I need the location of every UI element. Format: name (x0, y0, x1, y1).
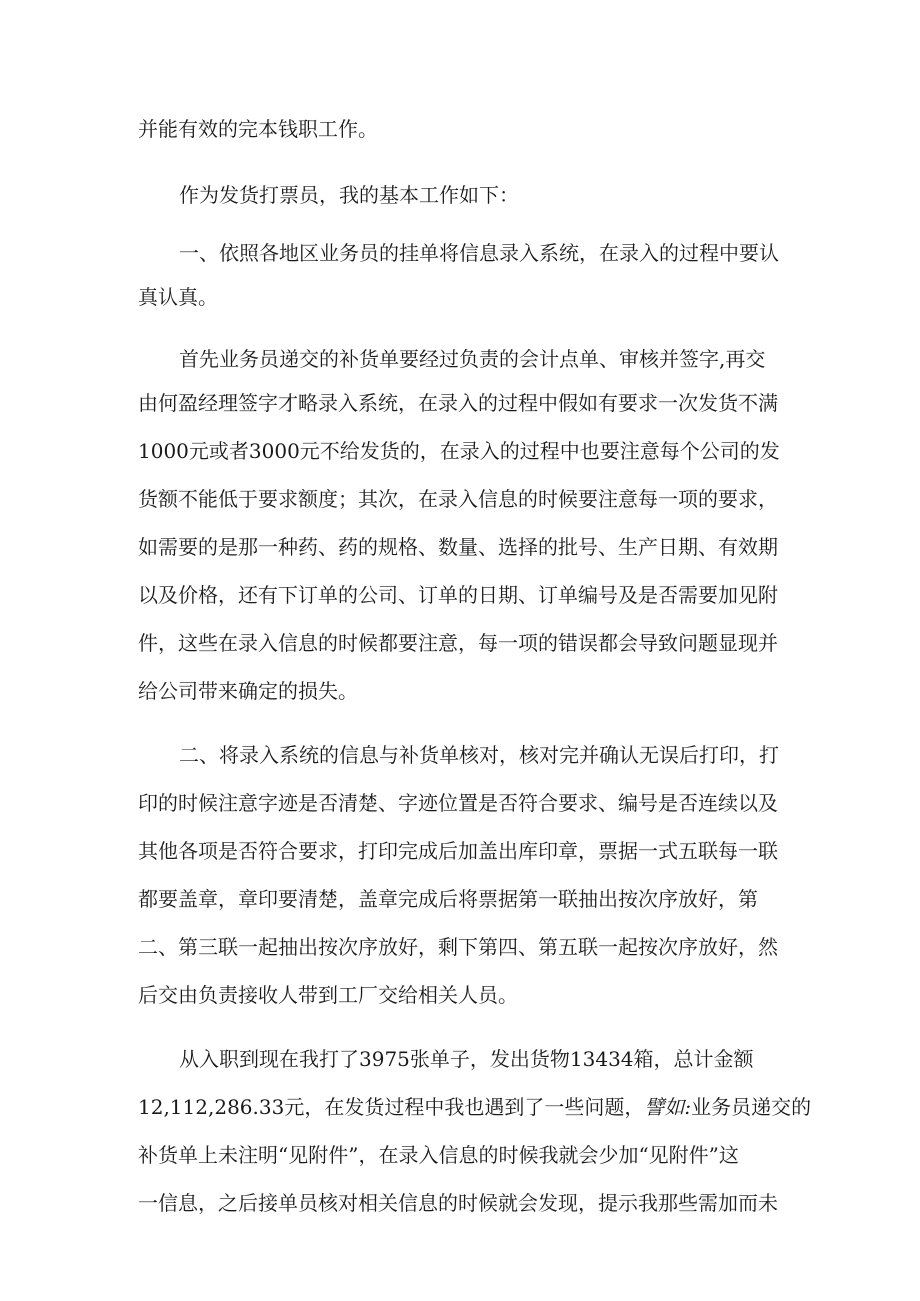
paragraph-line-12: 给公司带来确定的损失。 (138, 679, 358, 703)
paragraph-line-21: 补货单上未注明“见附件”，在录入信息的时候我就会少加“见附件”这 (138, 1143, 739, 1167)
example-word: 譬如: (644, 1095, 692, 1119)
paragraph-line-14: 印的时候注意字迹是否清楚、字迹位置是否符合要求、编号是否连续以及 (138, 791, 778, 815)
paragraph-line-9: 如需要的是那一种药、药的规格、数量、选择的批号、生产日期、有效期 (138, 535, 778, 559)
paragraph-line-8: 货额不能低于要求额度；其次，在录入信息的时候要注意每一项的要求， (138, 487, 778, 511)
paragraph-line-1: 并能有效的完本钱职工作。 (138, 117, 378, 141)
paragraph-line-18: 后交由负责接收人带到工厂交给相关人员。 (138, 983, 518, 1007)
paragraph-line-7: 1000元或者3000元不给发货的，在录入的过程中也要注意每个公司的发 (138, 439, 780, 463)
paragraph-line-16: 都要盖章，章印要清楚，盖章完成后将票据第一联抽出按次序放好，第 (138, 887, 758, 911)
paragraph-line-2: 作为发货打票员，我的基本工作如下： (179, 183, 519, 207)
paragraph-line-20 (0, 1085, 920, 1129)
amount-value: 12,112,286.33 (138, 1095, 285, 1119)
paragraph-line-5: 首先业务员递交的补货单要经过负责的会计点单、审核并签字,再交 (179, 347, 766, 371)
paragraph-line-10: 以及价格，还有下订单的公司、订单的日期、订单编号及是否需要加见附 (138, 583, 778, 607)
paragraph-line-20-tail: 业务员递交的 (691, 1095, 812, 1119)
paragraph-line-17: 二、第三联一起抽出按次序放好，剩下第四、第五联一起按次序放好，然 (138, 935, 778, 959)
paragraph-line-15: 其他各项是否符合要求，打印完成后加盖出库印章，票据一式五联每一联 (138, 839, 778, 863)
paragraph-line-6: 由何盈经理签字才略录入系统，在录入的过程中假如有要求一次发货不满 (138, 391, 778, 415)
paragraph-line-4: 真认真。 (138, 285, 218, 309)
paragraph-line-22: 一信息，之后接单员核对相关信息的时候就会发现，提示我那些需加而未 (138, 1191, 778, 1215)
paragraph-line-13: 二、将录入系统的信息与补货单核对，核对完并确认无误后打印，打 (179, 743, 779, 767)
paragraph-line-20-text: 元，在发货过程中我也遇到了一些问题， (284, 1095, 645, 1119)
paragraph-line-11: 件，这些在录入信息的时候都要注意，每一项的错误都会导致问题显现并 (138, 631, 778, 655)
paragraph-line-3: 一、依照各地区业务员的挂单将信息录入系统，在录入的过程中要认 (179, 241, 779, 265)
paragraph-line-19: 从入职到现在我打了3975张单子，发出货物13434箱，总计金额 (179, 1047, 754, 1071)
